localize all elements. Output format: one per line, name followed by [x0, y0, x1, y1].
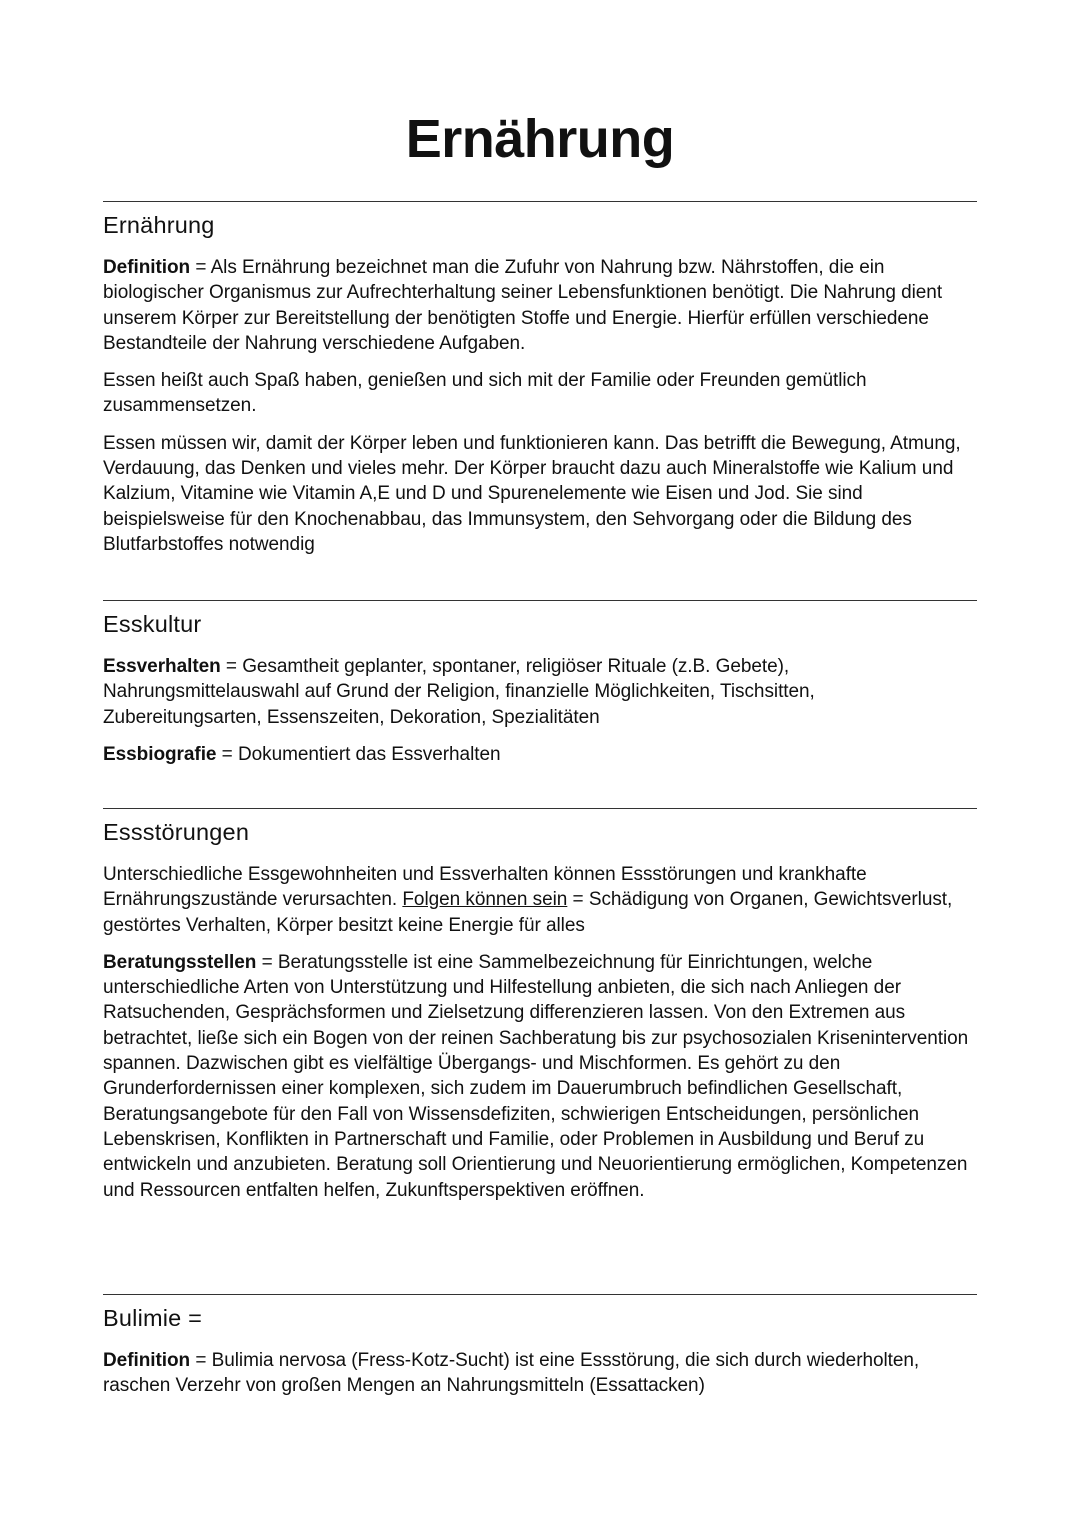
section-bulimie — [103, 1294, 977, 1399]
essbiografie-paragraph — [103, 742, 977, 767]
beratungsstellen-text: = Beratungsstelle ist eine Sammelbezeichnung für Einrichtungen, welche unterschiedliche Arten von Unterstützung und Hilfestellung anbieten, die sich nach Anliegen der Ratsuchenden, Gesprächsformen und Zielsetzung differenzieren lassen. Von den Extremen aus betrachtet, ließe sich ein Bogen von der reinen Sachberatung bis zur psychosozialen Krisenintervention spannen. Dazwischen gibt es vielfältige Übergangs- und Mischformen. Es gehört zu den Grunderfordernissen einer komplexen, sich zudem im Dauerumbruch befindlichen Gesellschaft, Beratungsangebote für den Fall von Wissensdefiziten, schwierigen Entscheidungen, persönlichen Lebenskrisen, Konflikten in Partnerschaft und Familie, oder Problemen in Ausbildung und Beruf zu entwickeln und anzubieten. Beratung soll Orientierung und Neuorientierung ermöglichen, Kompetenzen und Ressourcen entfalten helfen, Zukunftsperspektiven eröffnen. — [103, 951, 969, 1201]
essbiografie-term: Essbiografie — [103, 743, 217, 765]
bulimie-definition-term: Definition — [103, 1350, 191, 1371]
paragraph-nutrients: Essen müssen wir, damit der Körper leben und funktionieren kann. Das betrifft die Bewegung, Atmung, Verdauung, das Denken und vieles mehr. Der Körper braucht dazu auch Mineralstoffe wie Kalium und Kalzium, Vitamine wie Vitamin A,E und D und Spurenelemente wie Eisen und Jod. Sie sind beispielsweise für den Knochenabbau, das Immunsystem, den Sehvorgang oder die Bildung des Blutfarbstoffes notwendig — [103, 432, 961, 555]
essverhalten-text: = Gesamtheit geplanter, spontaner, religiöser Rituale (z.B. Gebete), Nahrungsmittelauswahl auf Grund der Religion, finanzielle Möglichkeiten, Tischsitten, Zubereitungsarten, Essenszeiten, Dekoration, Spezialitäten — [103, 656, 815, 728]
essstoerungen-paragraph — [103, 862, 977, 938]
section-essstoerungen — [103, 808, 977, 1203]
essverhalten-term: Essverhalten — [103, 656, 221, 677]
essverhalten-paragraph — [103, 654, 977, 730]
section-divider — [103, 201, 977, 202]
section-divider — [103, 1294, 977, 1295]
paragraph-enjoyment: Essen heißt auch Spaß haben, genießen und sich mit der Familie oder Freunden gemütlich zusammensetzen. — [103, 370, 867, 417]
section-heading: Ernährung — [103, 212, 215, 238]
bulimie-definition-paragraph — [103, 1348, 977, 1399]
beratungsstellen-term: Beratungsstellen — [103, 951, 257, 973]
definition-term: Definition — [103, 257, 191, 278]
bulimie-definition-text: = Bulimia nervosa (Fress-Kotz-Sucht) ist eine Essstörung, die sich durch wiederholten, raschen Verzehr von großen Mengen an Nahrungsmitteln (Essattacken) — [103, 1350, 920, 1397]
section-ernaehrung — [103, 201, 977, 557]
definition-paragraph — [103, 255, 977, 356]
section-esskultur — [103, 600, 977, 767]
section-heading: Esskultur — [103, 611, 202, 637]
beratungsstellen-paragraph — [103, 950, 977, 1203]
section-heading: Bulimie = — [103, 1305, 203, 1331]
document-title: Ernährung — [405, 109, 675, 169]
definition-text: = Als Ernährung bezeichnet man die Zufuhr von Nahrung bzw. Nährstoffen, die ein biologischer Organismus zur Aufrechterhaltung seiner Lebensfunktionen benötigt. Die Nahrung dient unserem Körper zur Bereitstellung der benötigten Stoffe und Energie. Hierfür erfüllen verschiedene Bestandteile der Nahrung verschiedene Aufgaben. — [103, 257, 943, 354]
section-divider — [103, 600, 977, 601]
essstoerungen-text-after: = Schädigung von Organen, Gewichtsverlust, gestörtes Verhalten, Körper besitzt keine Energie für alles — [103, 889, 953, 936]
section-heading: Essstörungen — [103, 819, 250, 845]
section-divider — [103, 808, 977, 809]
essstoerungen-text-before: Unterschiedliche Essgewohnheiten und Essverhalten können Essstörungen und krankhafte Ernährungszustände verursachten. — [103, 864, 867, 911]
folgen-underlined-text: Folgen können sein — [402, 889, 568, 911]
essbiografie-text: = Dokumentiert das Essverhalten — [216, 743, 501, 765]
